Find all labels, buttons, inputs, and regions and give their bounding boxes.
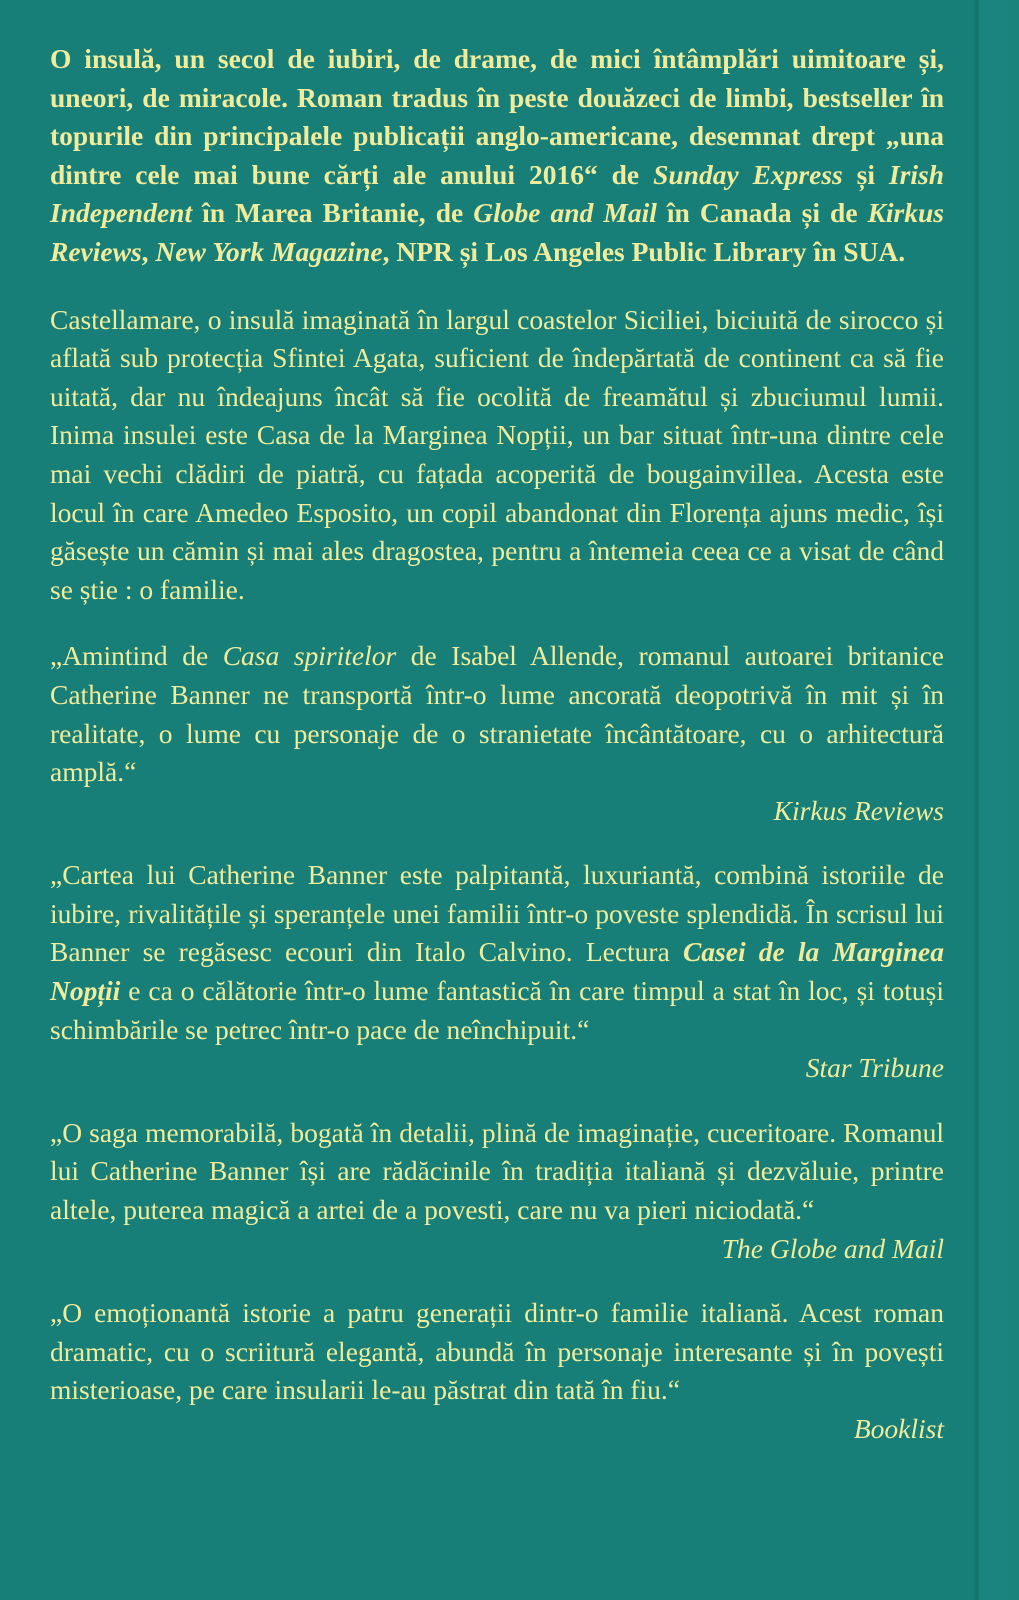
review-booklist <box>50 1294 944 1448</box>
review-kirkus <box>50 637 944 830</box>
review-star-tribune <box>50 856 944 1088</box>
intro-blurb: O insulă, un secol de iubiri, de drame, de mici întâmplări uimitoare și, uneori, de miracole. Roman tradus în peste douăzeci de limbi, bestseller în topurile din principalele publicații anglo-americane, desemnat drept „una dintre cele mai bune cărți ale anului 2016“ de Sunday Express și Irish Independent în Marea Britanie, de Globe and Mail în Canada și de Kirkus Reviews, New York Magazine, NPR și Los Angeles Public Library în SUA. <box>50 43 945 267</box>
summary-paragraph: Castellamare, o insulă imaginată în largul coastelor Siciliei, biciuită de sirocco și aflată sub protecția Sfintei Agata, suficient de îndepărtată de continent ca să fie uitată, dar nu îndeajuns încât să fie ocolită de freamătul și zbuciumul lumii. Inima insulei este Casa de la Marginea Nopții, un bar situat într-una dintre cele mai vechi clădiri de piatră, cu fațada acoperită de bougainvillea. Acesta este locul în care Amedeo Esposito, un copil abandonat din Florența ajuns medic, își găsește un cămin și mai ales dragostea, pentru a întemeia ceea ce a visat de când se știe : o familie. <box>50 303 944 605</box>
review-source: Kirkus Reviews <box>773 794 944 826</box>
review-source: Star Tribune <box>805 1052 944 1084</box>
review-text: „O emoționantă istorie a patru generații dintr-o familie italiană. Acest roman dramatic, cu o scriitură elegantă, abundă în personaje interesante și în povești misterioase, pe care insularii le-au păstrat din tată în fiu.“ <box>50 1297 944 1406</box>
book-spine-edge <box>974 0 1019 1600</box>
review-text: „O saga memorabilă, bogată în detalii, plină de imaginație, cuceritoare. Romanul lui Catherine Banner își are rădăcinile în tradiția italiană și dezvăluie, printre altele, puterea magică a artei de a povesti, care nu va pieri niciodată.“ <box>50 1116 944 1226</box>
review-source: Booklist <box>853 1413 944 1444</box>
review-globe-and-mail <box>50 1114 944 1268</box>
review-text: „Amintind de Casa spiritelor de Isabel Allende, romanul autoarei britanice Catherine Banner ne transportă într-o lume ancorată deopotrivă în mit și în realitate, o lume cu personaje de o stranietate încântătoare, cu o arhitectură amplă.“ <box>50 640 944 788</box>
review-source: The Globe and Mail <box>721 1232 944 1264</box>
review-text: „Cartea lui Catherine Banner este palpitantă, luxuriantă, combină istoriile de iubire, rivalitățile și speranțele unei familii într-o poveste splendidă. În scrisul lui Banner se regăsesc ecouri din Italo Calvino. Lectura Casei de la Marginea Nopții e ca o călătorie într-o lume fantastică în care timpul a stat în loc, și totuși schimbările se petrec într-o pace de neînchipuit.“ <box>50 859 945 1045</box>
back-cover-text <box>50 40 944 1475</box>
